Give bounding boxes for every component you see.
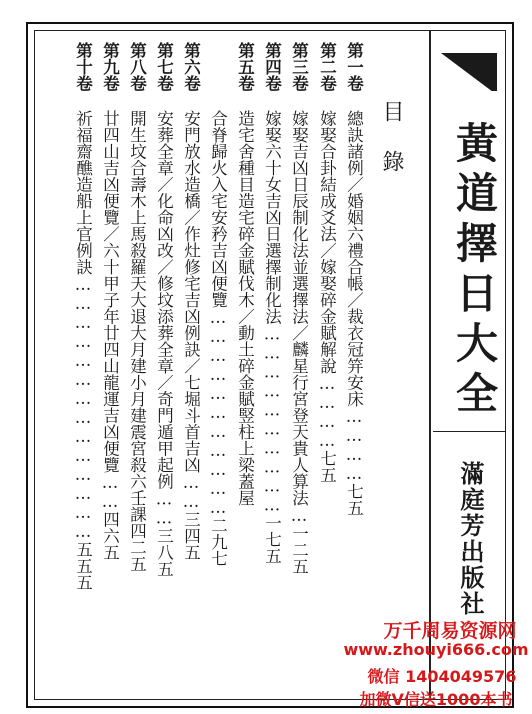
watermark-line-4: 加微V信送1000本书 xyxy=(359,690,513,709)
toc-volume-label: 第五卷 xyxy=(235,42,255,92)
toc-entry-text: 合脊歸火入宅安矜吉凶便覽……………………………二九七 xyxy=(208,110,228,567)
toc-heading: 目錄 xyxy=(379,100,404,200)
toc-volume-label: 第七卷 xyxy=(154,42,174,92)
toc-entry-text: 嫁娶合卦結成爻法／嫁娶碎金賦解說…………七五 xyxy=(317,110,337,483)
toc-entry-text: 開生坟合壽木上馬殺羅天大退大月建小月建震宮殺六壬課四二五 xyxy=(127,110,147,572)
toc-volume-label: 第一卷 xyxy=(344,42,364,92)
toc-entry-text: 廿四山吉凶便覽／六十甲子年廿四山龍運吉凶便覽……四六五 xyxy=(100,110,120,561)
watermark-line-1: 万千周易资源网 xyxy=(383,620,517,642)
toc-volume-label: 第四卷 xyxy=(262,42,282,92)
toc-volume-label: 第六卷 xyxy=(181,42,201,92)
toc-entry-text: 安門放水造橋／作灶修宅吉凶例訣／七堀斗首吉凶……三四五 xyxy=(181,110,201,561)
corner-triangle-ornament xyxy=(431,31,507,91)
title-spine xyxy=(430,30,506,700)
toc-entry-text: 安葬全章／化命凶改／修坟添葬全章／奇門遁甲起例……三八五 xyxy=(154,110,174,577)
toc-entry-text: 總訣諸例／婚姻六禮合帳／裁衣冠笄安床…………七五 xyxy=(344,110,364,516)
watermark-line-2: www.zhouyi666.com xyxy=(343,640,529,659)
watermark-line-3: 微信 1404049576 xyxy=(367,667,517,686)
toc-volume-label: 第十卷 xyxy=(73,42,93,92)
toc-volume-label: 第八卷 xyxy=(127,42,147,92)
spine-divider xyxy=(433,431,505,432)
toc-entry-text: 造宅舍種目造宅碎金賦伐木／動土碎金賦竪柱上梁蓋屋 xyxy=(235,110,255,506)
contents-frame xyxy=(34,30,430,700)
toc-volume-label: 第三卷 xyxy=(289,42,309,92)
toc-volume-label: 第九卷 xyxy=(100,42,120,92)
book-title: 黃道擇日大全 xyxy=(450,121,499,421)
toc-entry-text: 嫁娶六十女吉凶日選擇制化法…………………………一七五 xyxy=(262,110,282,564)
toc-entry-text: 祈福齋醮造船上官例訣……………………………………五五五 xyxy=(73,110,93,591)
publisher-name: 滿庭芳出版社 xyxy=(456,461,485,617)
toc-volume-label: 第二卷 xyxy=(317,42,337,92)
toc-entry-text: 嫁娶吉凶日辰制化法並選擇法／麟星行宮登天貴人算法…一二五 xyxy=(289,110,309,575)
